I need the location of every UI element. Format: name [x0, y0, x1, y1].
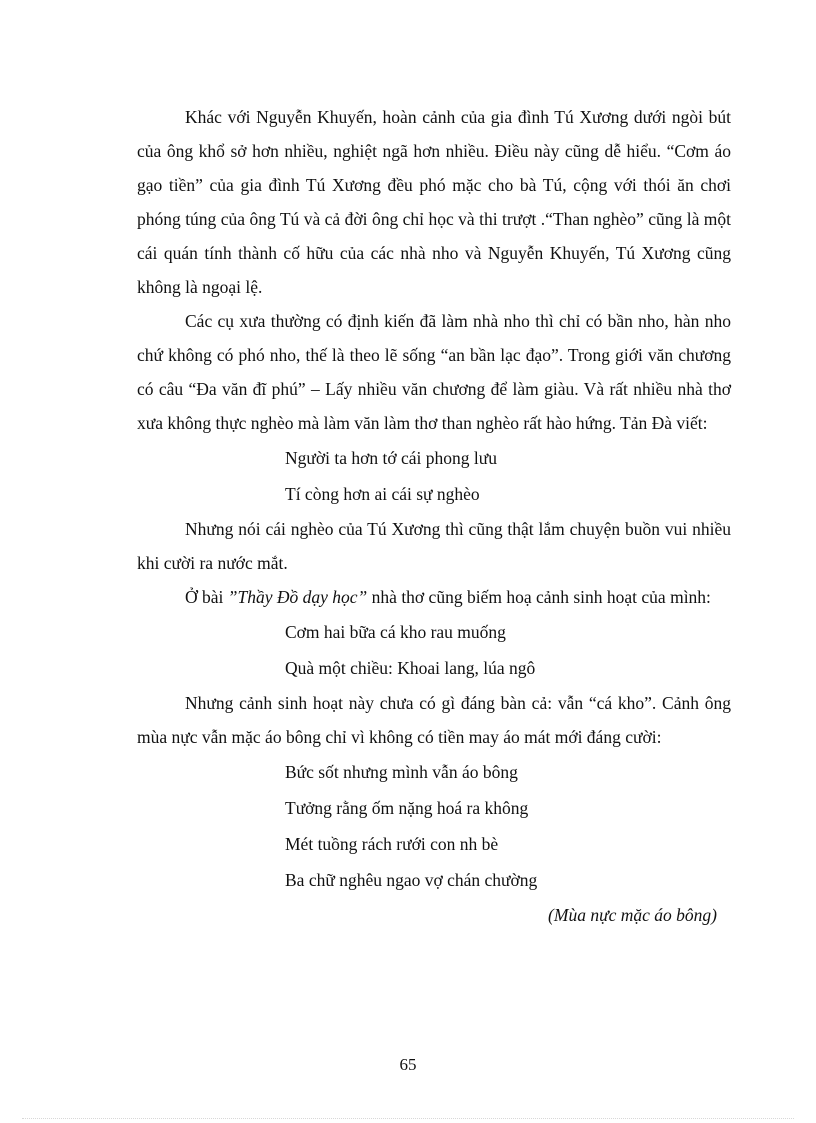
paragraph-1: Khác với Nguyễn Khuyến, hoàn cảnh của gia đình Tú Xương dưới ngòi bút của ông khổ sở hơn nhiều, nghiệt ngã hơn nhiều. Điều này cũng dễ hiểu. “Cơm áo gạo tiền” của gia đình Tú Xương đều phó mặc cho bà Tú, cộng với thói ăn chơi phóng túng của ông Tú và cả đời ông chỉ học và thi trượt .“Than nghèo” cũng là một cái quán tính thành cố hữu của các nhà nho và Nguyễn Khuyến, Tú Xương cũng không là ngoại lệ.	[137, 107, 731, 297]
paragraph-5: Nhưng cảnh sinh hoạt này chưa có gì đáng bàn cả: vẫn “cá kho”. Cảnh ông mùa nực vẫn mặc áo bông chỉ vì không có tiền may áo mát mới đáng cười:	[137, 693, 731, 747]
paragraph-2: Các cụ xưa thường có định kiến đã làm nhà nho thì chỉ có bần nho, hàn nho chứ không có phó nho, thế là theo lẽ sống “an bần lạc đạo”. Trong giới văn chương có câu “Đa văn đĩ phú” – Lấy nhiều văn chương để làm giàu. Và rất nhiều nhà thơ xưa không thực nghèo mà làm văn làm thơ than nghèo rất hào hứng. Tản Đà viết:	[137, 311, 731, 433]
poem-source: (Mùa nực mặc áo bông)	[548, 905, 717, 925]
paragraph-3: Nhưng nói cái nghèo của Tú Xương thì cũng thật lắm chuyện buồn vui nhiều khi cười ra nước mắt.	[137, 519, 731, 573]
poem-title-thay-do: ”Thầy Đồ dạy học”	[227, 587, 368, 607]
paragraph-4	[137, 580, 731, 614]
poem-line: Mét tuồng rách rưới con nh bè	[285, 834, 499, 854]
poem-line: Bức sốt nhưng mình vẫn áo bông	[285, 762, 518, 782]
poem-tan-da	[137, 440, 731, 512]
page-number: 65	[399, 1055, 417, 1074]
paragraph-4-rest: nhà thơ cũng biếm hoạ cảnh sinh hoạt của mình:	[367, 587, 711, 607]
poem-line: Cơm hai bữa cá kho rau muống	[285, 622, 506, 642]
footer-divider	[22, 1118, 794, 1119]
poem-line: Người ta hơn tớ cái phong lưu	[285, 448, 497, 468]
poem-line: Tí còng hơn ai cái sự nghèo	[285, 484, 480, 504]
poem-thay-do	[137, 614, 731, 686]
poem-mua-nuc	[137, 754, 731, 898]
poem-line: Quà một chiều: Khoai lang, lúa ngô	[285, 658, 536, 678]
paragraph-4-start: Ở bài	[185, 587, 228, 607]
body-text	[137, 100, 731, 932]
poem-line: Ba chữ nghêu ngao vợ chán chường	[285, 870, 538, 890]
poem-line: Tưởng rằng ốm nặng hoá ra không	[285, 798, 529, 818]
